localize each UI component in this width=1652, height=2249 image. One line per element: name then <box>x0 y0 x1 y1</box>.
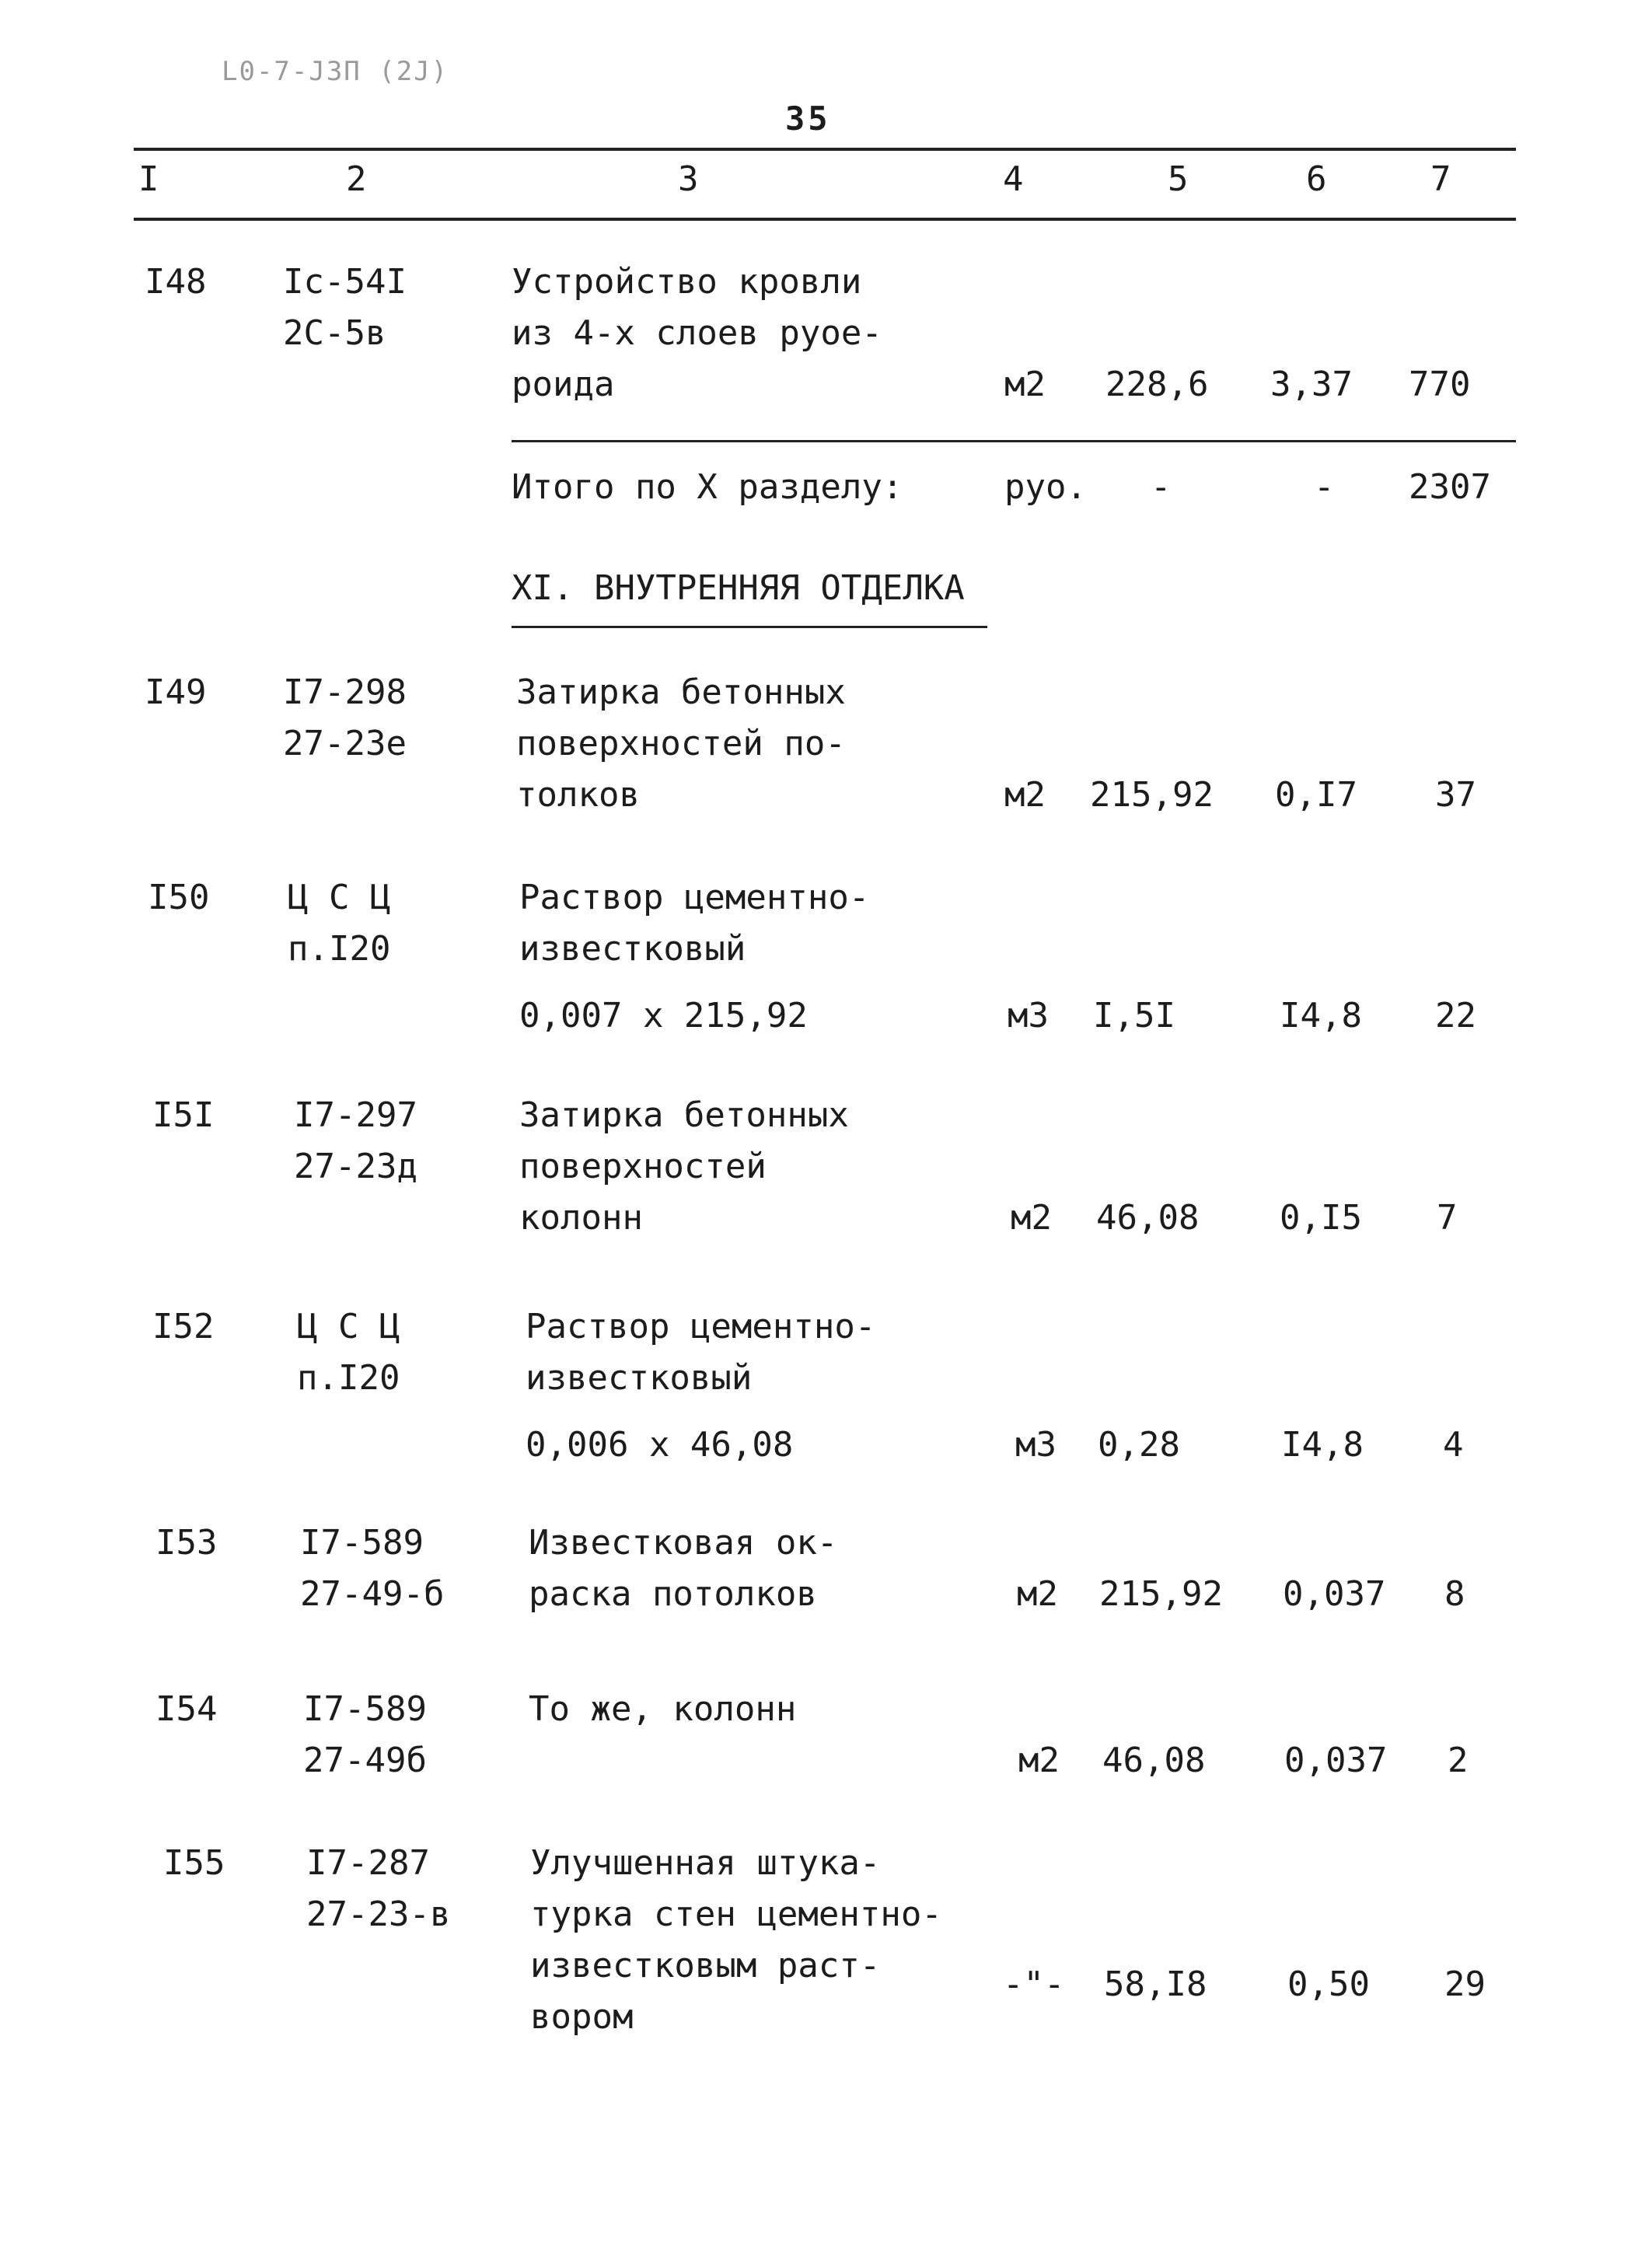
page-number: 35 <box>785 100 831 138</box>
table-top-rule <box>134 148 1516 151</box>
row-price: 0,I5 <box>1280 1198 1362 1238</box>
description-line: известковый <box>519 929 746 969</box>
row-number: I55 <box>163 1843 225 1883</box>
description-line: роида <box>512 365 615 404</box>
row-number: I52 <box>152 1307 215 1346</box>
column-header-1: I <box>138 159 159 199</box>
code-line: 27-49б <box>303 1741 427 1780</box>
code-line: Iс-54I <box>283 262 407 302</box>
row-unit: м2 <box>1017 1574 1058 1614</box>
row-code <box>283 667 407 770</box>
code-line: I7-297 <box>294 1095 417 1135</box>
section-heading-underline <box>512 626 987 628</box>
description-line: поверхностей <box>519 1147 767 1186</box>
code-line: п.I20 <box>297 1358 400 1398</box>
subtotal-quantity: - <box>1151 467 1172 507</box>
row-price: 0,037 <box>1283 1574 1386 1614</box>
code-line: Ц С Ц <box>297 1307 400 1346</box>
description-line: Устройство кровли <box>512 262 862 302</box>
row-number: I53 <box>155 1523 218 1563</box>
row-quantity: 58,I8 <box>1104 1964 1207 2004</box>
row-price: 0,I7 <box>1275 775 1357 815</box>
row-code <box>297 1301 400 1404</box>
description-line: известковым раст- <box>530 1946 881 1985</box>
row-description <box>512 257 882 410</box>
row-total: 37 <box>1435 775 1476 815</box>
description-line: из 4-х слоев руое- <box>512 313 882 353</box>
row-description <box>516 667 846 821</box>
row-code <box>303 1684 427 1786</box>
row-total: 29 <box>1444 1964 1486 2004</box>
row-total: 8 <box>1444 1574 1465 1614</box>
row-description <box>529 1517 837 1620</box>
row-total: 7 <box>1437 1198 1458 1238</box>
row-price: I4,8 <box>1281 1425 1364 1465</box>
description-line: известковый <box>526 1358 753 1398</box>
column-header-4: 4 <box>1003 159 1024 199</box>
subtotal-unit: руо. <box>1004 467 1087 507</box>
code-line: 27-23-в <box>306 1895 451 1934</box>
column-header-2: 2 <box>346 159 367 199</box>
description-line: Раствор цементно- <box>519 878 870 917</box>
row-price: 3,37 <box>1270 365 1353 404</box>
description-line: Улучшенная штука- <box>530 1843 881 1883</box>
description-line: поверхностей по- <box>516 724 846 763</box>
code-line: I7-589 <box>300 1523 424 1563</box>
row-quantity: I,5I <box>1093 996 1175 1035</box>
code-line: 27-23е <box>283 724 407 763</box>
subtotal-price: - <box>1314 467 1335 507</box>
description-line: Затирка бетонных <box>516 672 846 712</box>
description-line: вором <box>530 1997 634 2037</box>
row-unit: м2 <box>1004 775 1046 815</box>
row-unit: м2 <box>1018 1741 1060 1780</box>
description-line: 0,006 х 46,08 <box>526 1425 794 1465</box>
description-line: То же, колонн <box>529 1689 797 1729</box>
description-line: Затирка бетонных <box>519 1095 849 1135</box>
row-number: I54 <box>155 1689 218 1729</box>
description-line: раска потолков <box>529 1574 817 1614</box>
row-unit: м3 <box>1008 996 1049 1035</box>
row-code <box>300 1517 444 1620</box>
description-line: Известковая ок- <box>529 1523 838 1563</box>
code-line: 27-23д <box>294 1147 417 1186</box>
section-heading: XI. ВНУТРЕННЯЯ ОТДЕЛКА <box>512 568 965 608</box>
code-line: I7-287 <box>306 1843 430 1883</box>
code-line: 27-49-б <box>300 1574 445 1614</box>
row-total: 4 <box>1443 1425 1464 1465</box>
document-code: L0-7-J3П (2J) <box>222 56 449 87</box>
description-line: колонн <box>519 1198 643 1238</box>
code-line: п.I20 <box>288 929 391 969</box>
code-line: I7-589 <box>303 1689 427 1729</box>
code-line: 2С-5в <box>283 313 386 353</box>
code-line: Ц С Ц <box>288 878 391 917</box>
row-quantity: 0,28 <box>1098 1425 1180 1465</box>
row-unit: м3 <box>1015 1425 1057 1465</box>
subtotal-total: 2307 <box>1409 467 1491 507</box>
row-number: I48 <box>145 262 207 302</box>
row-unit: -"- <box>1003 1964 1065 2004</box>
column-header-5: 5 <box>1168 159 1189 199</box>
row-price: 0,037 <box>1284 1741 1388 1780</box>
row-number: I50 <box>148 878 210 917</box>
column-header-7: 7 <box>1430 159 1451 199</box>
table-header-rule <box>134 218 1516 221</box>
code-line: I7-298 <box>283 672 407 712</box>
column-header-3: 3 <box>678 159 699 199</box>
description-line: 0,007 х 215,92 <box>519 996 808 1035</box>
row-code <box>288 872 390 975</box>
row-unit: м2 <box>1011 1198 1052 1238</box>
row-quantity: 228,6 <box>1105 365 1209 404</box>
description-line: турка стен цементно- <box>530 1895 942 1934</box>
row-unit: м2 <box>1004 365 1046 404</box>
row-code <box>283 257 407 359</box>
row-price: I4,8 <box>1280 996 1362 1035</box>
row-total: 770 <box>1409 365 1471 404</box>
row-price: 0,50 <box>1287 1964 1370 2004</box>
column-header-6: 6 <box>1306 159 1327 199</box>
row-number: I49 <box>145 672 207 712</box>
description-line: толков <box>516 775 640 815</box>
row-number: I5I <box>152 1095 215 1135</box>
row-description <box>519 872 869 1042</box>
row-code <box>306 1838 450 1940</box>
row-description <box>530 1838 942 2043</box>
description-line: Раствор цементно- <box>526 1307 876 1346</box>
section-subtotal-rule <box>512 440 1516 442</box>
row-description <box>529 1684 796 1735</box>
row-code <box>294 1090 417 1193</box>
row-quantity: 215,92 <box>1099 1574 1223 1614</box>
row-total: 22 <box>1435 996 1476 1035</box>
row-quantity: 46,08 <box>1102 1741 1206 1780</box>
row-total: 2 <box>1448 1741 1469 1780</box>
row-description <box>526 1301 875 1471</box>
subtotal-label: Итого по X разделу: <box>512 467 903 507</box>
row-description <box>519 1090 849 1244</box>
row-quantity: 46,08 <box>1096 1198 1200 1238</box>
row-quantity: 215,92 <box>1090 775 1214 815</box>
